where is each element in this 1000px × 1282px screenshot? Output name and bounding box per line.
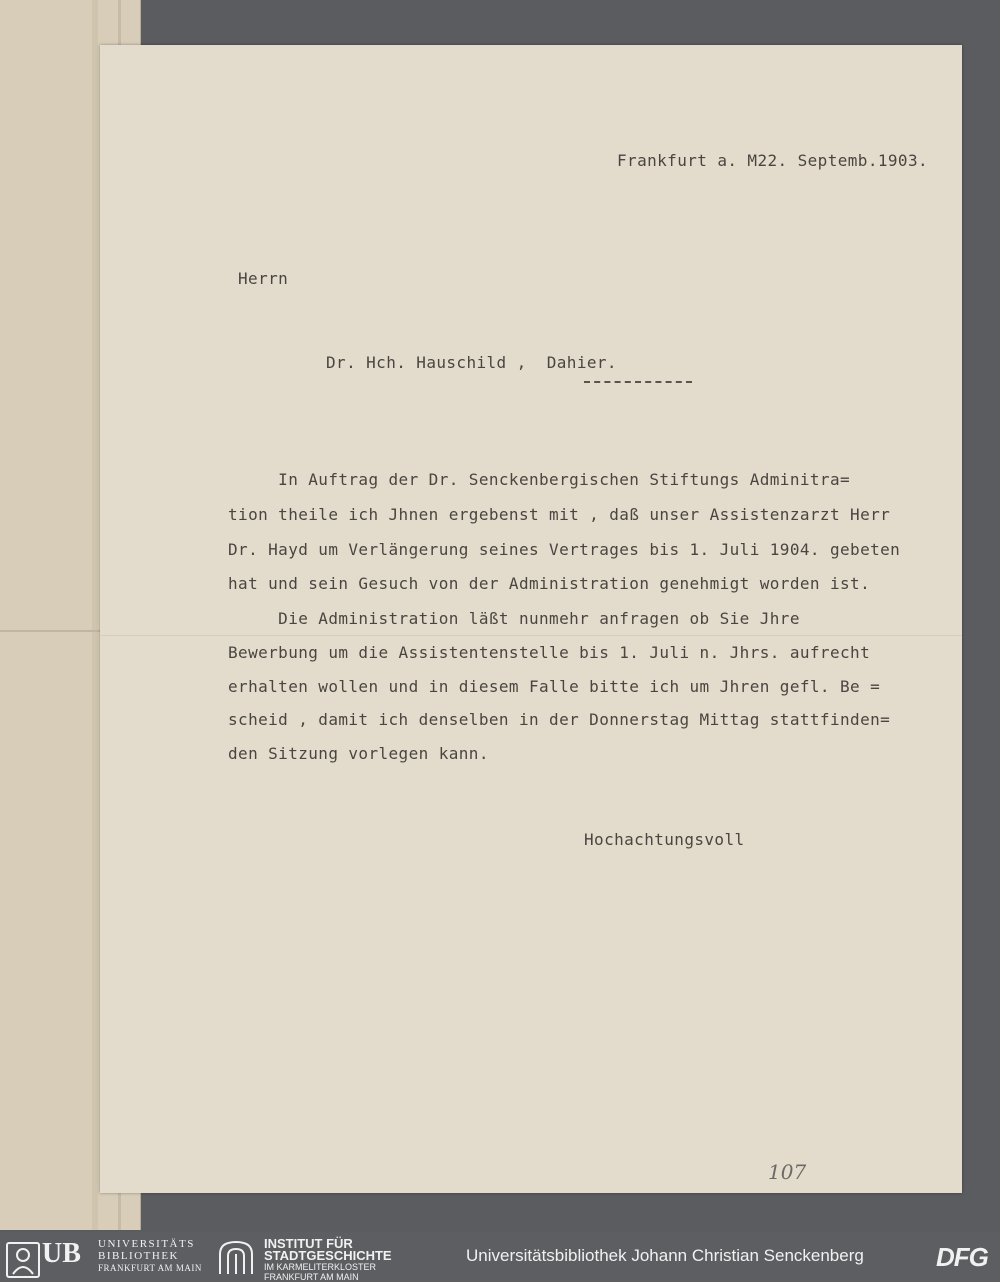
ub-line: BIBLIOTHEK <box>98 1250 179 1262</box>
sheet-fold <box>100 635 962 636</box>
body-line: erhalten wollen und in diesem Falle bitte ich um Jhren gefl. Be = <box>228 677 881 696</box>
letter-date: Frankfurt a. M22. Septemb.1903. <box>617 151 929 170</box>
isg-line: IM KARMELITERKLOSTER <box>264 1262 377 1272</box>
body-line: tion theile ich Jhnen ergebenst mit , daß unser Assistenzarzt Herr <box>228 505 891 524</box>
body-line: scheid , damit ich denselben in der Donnerstag Mittag stattfinden= <box>228 710 891 729</box>
isg-line: STADTGESCHICHTE <box>264 1248 392 1263</box>
body-line: In Auftrag der Dr. Senckenbergischen Stiftungs Adminitra= <box>228 470 851 489</box>
page-edge <box>92 0 98 1230</box>
ub-logo-text <box>98 1238 202 1274</box>
footer-library-title: Universitätsbibliothek Johann Christian Senckenberg <box>466 1246 864 1265</box>
letter-salutation: Herrn <box>238 269 289 288</box>
body-line: Die Administration läßt nunmehr anfragen ob Sie Jhre <box>228 609 800 628</box>
ub-line: UNIVERSITÄTS <box>98 1238 195 1250</box>
ub-line: FRANKFURT AM MAIN <box>98 1263 202 1273</box>
ub-logo-icon <box>6 1242 40 1278</box>
scanner-background <box>0 0 1000 45</box>
handwritten-page-number: 107 <box>768 1160 807 1184</box>
letter-sheet <box>100 45 962 1193</box>
body-line: den Sitzung vorlegen kann. <box>228 744 489 763</box>
footer-bar <box>0 1232 1000 1282</box>
body-line: hat und sein Gesuch von der Administration genehmigt worden ist. <box>228 574 871 593</box>
isg-line: FRANKFURT AM MAIN <box>264 1272 359 1282</box>
dfg-logo: DFG <box>936 1242 988 1272</box>
ub-logo-letters: UB <box>42 1238 81 1269</box>
letter-recipient: Dr. Hch. Hauschild , Dahier. <box>326 353 617 372</box>
body-line: Bewerbung um die Assistentenstelle bis 1. Juli n. Jhrs. aufrecht <box>228 643 871 662</box>
isg-logo-text <box>264 1238 392 1282</box>
isg-logo-icon <box>216 1240 256 1276</box>
isg-line: INSTITUT FÜR <box>264 1236 353 1251</box>
body-line: Dr. Hayd um Verlängerung seines Vertrages bis 1. Juli 1904. gebeten <box>228 540 901 559</box>
recipient-underline <box>584 381 692 383</box>
letter-closing: Hochachtungsvoll <box>584 830 745 849</box>
